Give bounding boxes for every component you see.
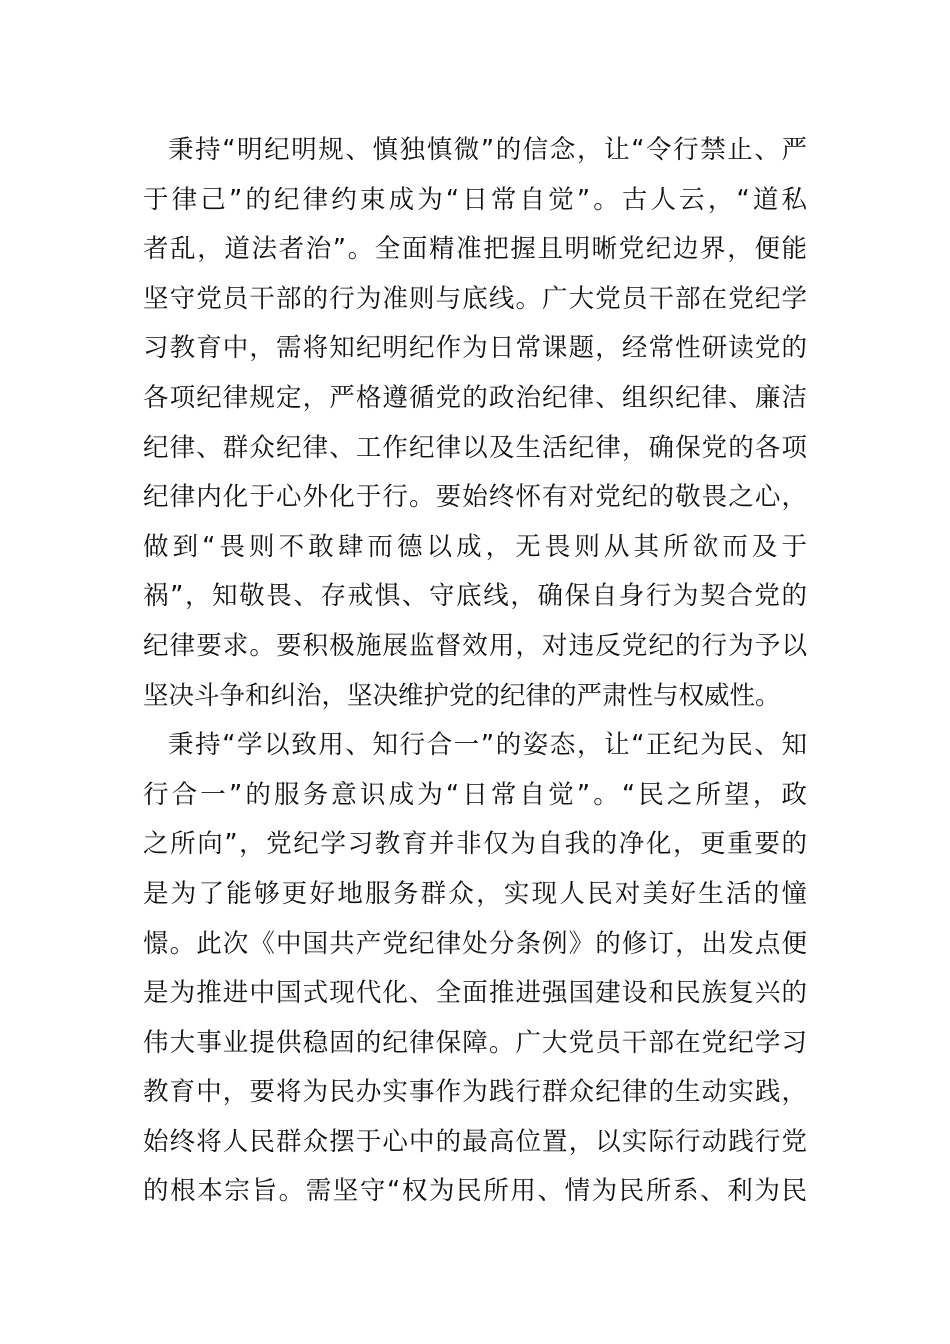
paragraph-line: 于律己”的纪律约束成为“日常自觉”。古人云，“道私 xyxy=(143,184,807,215)
paragraph-line: 各项纪律规定，严格遵循党的政治纪律、组织纪律、廉洁 xyxy=(143,382,807,413)
paragraph-line: 习教育中，需将知纪明纪作为日常课题，经常性研读党的 xyxy=(143,333,807,364)
document-body xyxy=(143,126,807,1217)
paragraph-line: 坚守党员干部的行为准则与底线。广大党员干部在党纪学 xyxy=(143,283,807,314)
paragraph-line: 伟大事业提供稳固的纪律保障。广大党员干部在党纪学习 xyxy=(143,1027,807,1058)
paragraph-line: 教育中，要将为民办实事作为践行群众纪律的生动实践， xyxy=(143,1077,807,1108)
paragraph-line: 秉持“学以致用、知行合一”的姿态，让“正纪为民、知 xyxy=(168,730,807,761)
paragraph-line: 是为推进中国式现代化、全面推进强国建设和民族复兴的 xyxy=(143,978,807,1009)
paragraph-line: 纪律内化于心外化于行。要始终怀有对党纪的敬畏之心， xyxy=(143,482,807,513)
paragraph-line: 是为了能够更好地服务群众，实现人民对美好生活的憧 xyxy=(143,878,807,909)
paragraph-line: 始终将人民群众摆于心中的最高位置，以实际行动践行党 xyxy=(143,1126,807,1157)
paragraph-line: 秉持“明纪明规、慎独慎微”的信念，让“令行禁止、严 xyxy=(168,135,807,165)
paragraph-line: 坚决斗争和纠治，坚决维护党的纪律的严肃性与权威性。 xyxy=(143,680,781,711)
paragraph-line: 纪律要求。要积极施展监督效用，对违反党纪的行为予以 xyxy=(143,630,807,661)
paragraph-line: 做到“畏则不敢肆而德以成，无畏则从其所欲而及于 xyxy=(143,531,807,562)
paragraph-line: 憬。此次《中国共产党纪律处分条例》的修订，出发点便 xyxy=(143,928,807,959)
paragraph-line: 行合一”的服务意识成为“日常自觉”。“民之所望，政 xyxy=(143,779,807,810)
paragraph-service xyxy=(143,721,807,1217)
paragraph-line: 纪律、群众纪律、工作纪律以及生活纪律，确保党的各项 xyxy=(143,432,807,463)
paragraph-line: 者乱，道法者治”。全面精准把握且明晰党纪边界，便能 xyxy=(143,234,807,265)
paragraph-line: 的根本宗旨。需坚守“权为民所用、情为民所系、利为民 xyxy=(143,1176,807,1207)
paragraph-line: 之所向”，党纪学习教育并非仅为自我的净化，更重要的 xyxy=(143,829,807,860)
paragraph-line: 祸”，知敬畏、存戒惧、守底线，确保自身行为契合党的 xyxy=(143,581,807,612)
paragraph-discipline xyxy=(143,126,807,721)
